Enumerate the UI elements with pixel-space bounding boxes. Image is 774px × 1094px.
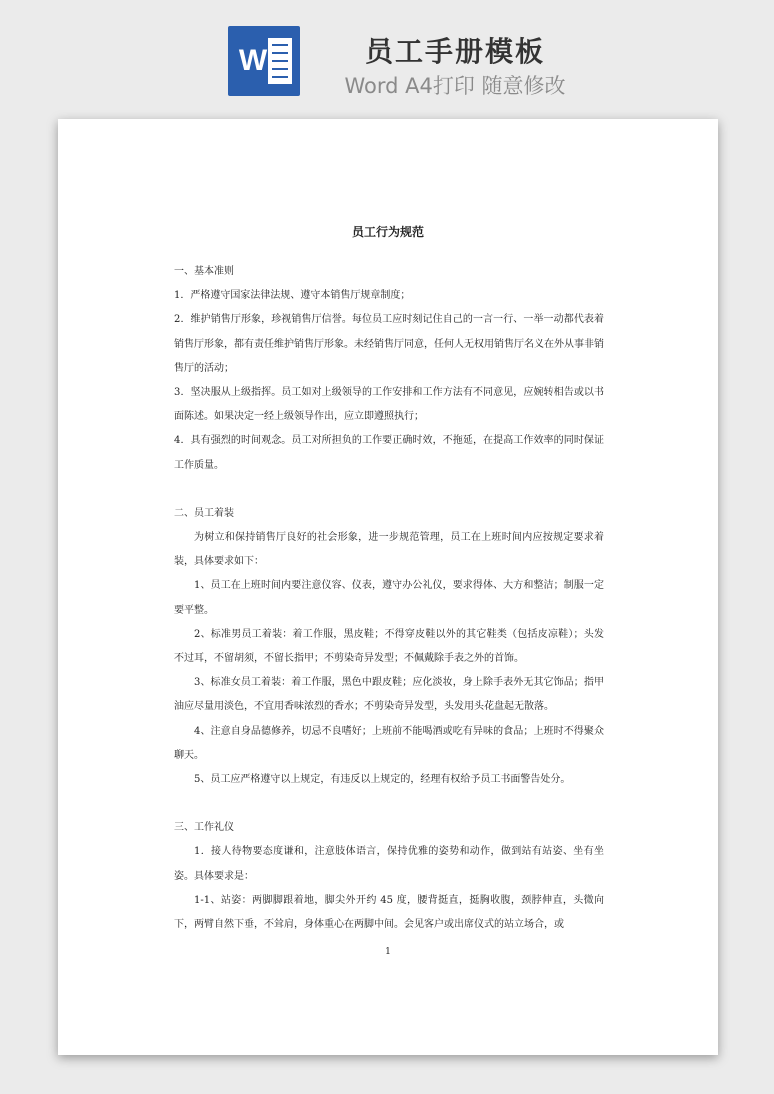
- page-number: 1: [385, 947, 391, 957]
- template-subtitle: Word A4打印 随意修改: [344, 74, 566, 98]
- template-header: [0, 0, 774, 118]
- paragraph: 4．具有强烈的时间观念。员工对所担负的工作要正确时效，不拖延，在提高工作效率的同时保证工作质量。: [174, 435, 604, 471]
- word-document-icon: [228, 26, 300, 96]
- document-page: [58, 119, 718, 1055]
- paragraph: 3、标准女员工着装：着工作服，黑色中跟皮鞋；应化淡妆，身上除手表外无其它饰品；指甲油应尽量用淡色，不宜用香味浓烈的香水；不剪染奇异发型，头发用头花盘起无散落。: [174, 677, 604, 713]
- document-body: [174, 260, 604, 937]
- section-heading: 三、工作礼仪: [174, 822, 234, 834]
- paragraph: 2、标准男员工着装：着工作服，黑皮鞋；不得穿皮鞋以外的其它鞋类（包括皮凉鞋）；头发不过耳，不留胡须，不留长指甲；不剪染奇异发型；不佩戴除手表之外的首饰。: [174, 628, 604, 665]
- paragraph: 3．坚决服从上级指挥。员工如对上级领导的工作安排和工作方法有不同意见，应婉转相告或以书面陈述。如果决定一经上级领导作出，应立即遵照执行；: [174, 387, 604, 423]
- paragraph: 1、员工在上班时间内要注意仪容、仪表，遵守办公礼仪，要求得体、大方和整洁；制服一定要平整。: [174, 580, 604, 616]
- section-heading: 二、员工着装: [174, 507, 234, 519]
- paragraph: 2．维护销售厅形象，珍视销售厅信誉。每位员工应时刻记住自己的一言一行、一举一动都代表着销售厅形象，都有责任维护销售厅形象。未经销售厅同意，任何人无权用销售厅名义在外从事非销售厅的活动；: [174, 314, 604, 374]
- section-spacer: [174, 792, 604, 816]
- paragraph: 1．接人待物要态度谦和，注意肢体语言，保持优雅的姿势和动作，做到站有站姿、坐有坐姿。具体要求是：: [174, 846, 604, 882]
- template-title: 员工手册模板: [364, 35, 545, 68]
- paragraph: 1．严格遵守国家法律法规、遵守本销售厅规章制度；: [174, 290, 411, 302]
- document-title: 员工行为规范: [351, 225, 424, 239]
- word-letter: W: [238, 44, 268, 77]
- paragraph: 5、员工应严格遵守以上规定，有违反以上规定的，经理有权给予员工书面警告处分。: [194, 774, 571, 786]
- paragraph: 1-1、站姿：两脚脚跟着地，脚尖外开约 45 度，腰背挺直，挺胸收腹，颈脖伸直，头微向下，两臂自然下垂，不耸肩，身体重心在两脚中间。会见客户或出席仪式的站立场合，或: [174, 894, 604, 931]
- paragraph: 为树立和保持销售厅良好的社会形象，进一步规范管理，员工在上班时间内应按规定要求着装，具体要求如下：: [174, 532, 604, 568]
- section-heading: 一、基本准则: [174, 266, 234, 277]
- document-lines-icon: [268, 38, 292, 84]
- paragraph: 4、注意自身品德修养，切忌不良嗜好；上班前不能喝酒或吃有异味的食品；上班时不得聚众聊天。: [174, 725, 604, 761]
- section-spacer: [174, 478, 604, 502]
